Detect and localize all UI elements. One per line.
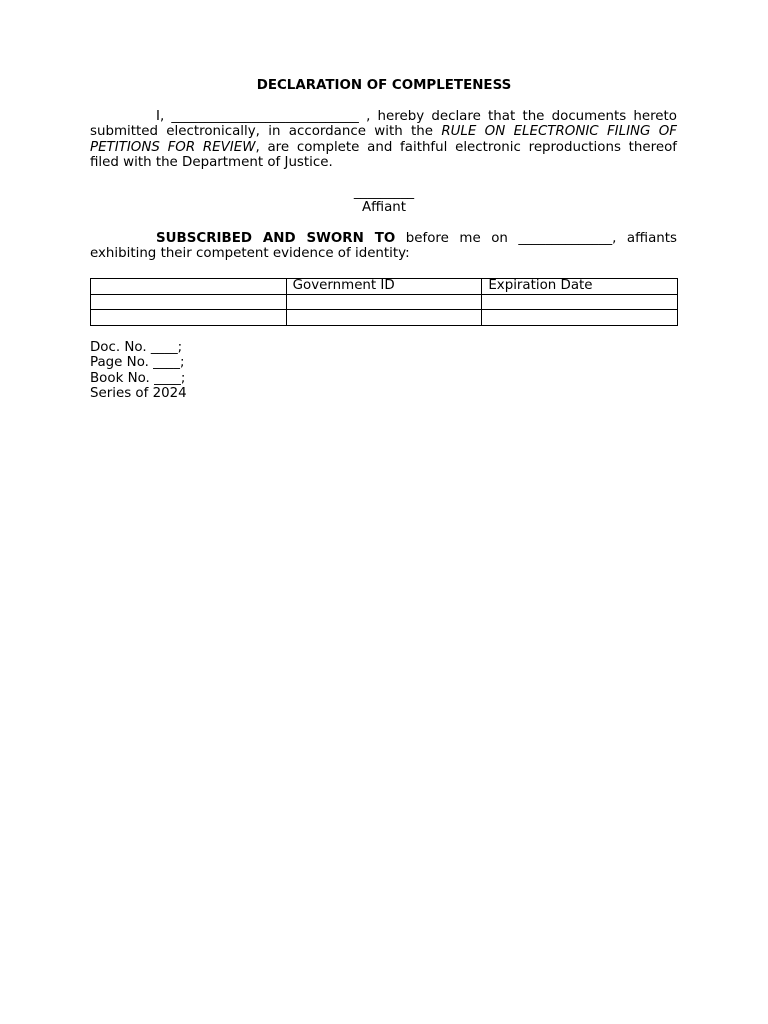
jurat-bold-text: SUBSCRIBED AND SWORN TO xyxy=(156,231,396,246)
table-cell xyxy=(91,310,287,326)
affiant-label: Affiant xyxy=(361,200,407,216)
table-cell xyxy=(286,294,482,310)
declaration-text-start: I, ____________________________ , hereby declare that the documents hereto submitted electronically, in accordance with the xyxy=(90,109,677,140)
document-title: DECLARATION OF COMPLETENESS xyxy=(256,78,512,93)
page-number: Page No. ____; xyxy=(90,355,185,371)
declaration-paragraph xyxy=(90,109,677,170)
rule-name: RULE ON ELECTRONIC FILING OF PETITIONS FOR REVIEW xyxy=(90,124,677,155)
table-header-row xyxy=(91,279,678,295)
jurat-text: before me on ______________, affiants exhibiting their competent evidence of identity: xyxy=(90,231,677,262)
signature-line: _________ xyxy=(353,185,415,200)
jurat-paragraph xyxy=(90,231,677,262)
table-row xyxy=(91,294,678,310)
table-header-cell: Expiration Date xyxy=(482,279,678,295)
table-cell xyxy=(482,294,678,310)
identity-table xyxy=(90,278,678,326)
declaration-text-end: , are complete and faithful electronic reproductions thereof filed with the Department of Justice. xyxy=(90,139,678,170)
table-cell xyxy=(482,310,678,326)
book-number: Book No. ____; xyxy=(90,370,186,386)
table-header-cell xyxy=(91,279,287,295)
signature-block xyxy=(0,185,768,216)
table-row xyxy=(91,310,678,326)
table-cell xyxy=(91,294,287,310)
doc-number: Doc. No. ____; xyxy=(90,340,183,355)
series-year: Series of 2024 xyxy=(90,385,187,401)
table-cell xyxy=(286,310,482,326)
notarial-details xyxy=(90,340,187,401)
table-header-cell: Government ID xyxy=(286,279,482,295)
